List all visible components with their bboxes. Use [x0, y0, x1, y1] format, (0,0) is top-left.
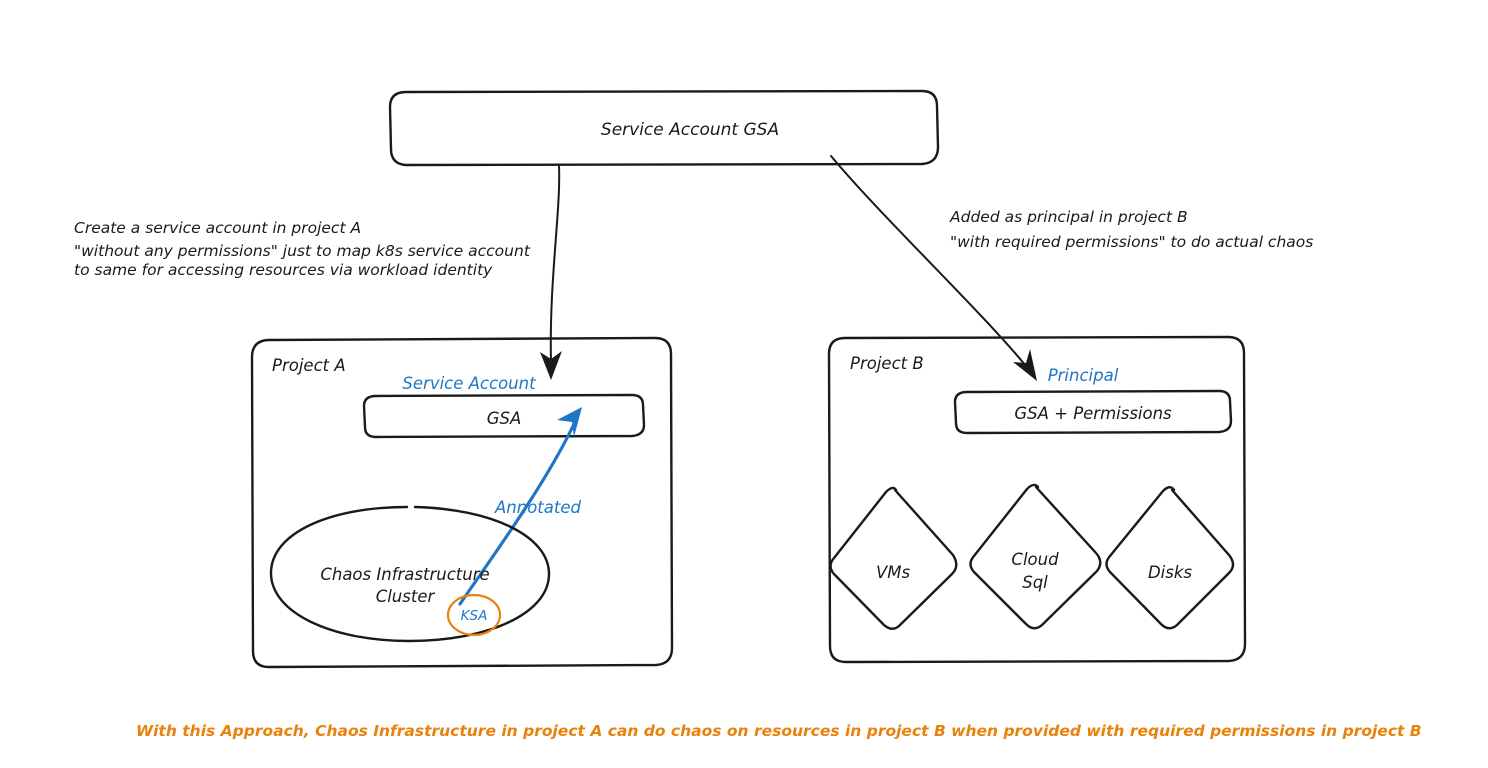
- left-note-line-3: to same for accessing resources via workload identity: [74, 261, 493, 279]
- resource-cloud-sql-label-line-2: Sql: [1022, 573, 1048, 592]
- left-note: [74, 219, 531, 279]
- right-note: [949, 208, 1313, 251]
- project-a-gsa-box-label: GSA: [486, 409, 522, 428]
- chaos-infrastructure-cluster: [271, 507, 549, 641]
- project-b-gsa-permissions-label: GSA + Permissions: [1014, 404, 1172, 423]
- cluster-label-line-1: Chaos Infrastructure: [320, 565, 490, 584]
- project-b-gsa-permissions-box: [955, 391, 1231, 433]
- arrow-gsa-to-project-b: [831, 156, 1037, 381]
- arrow-gsa-to-project-a: [540, 165, 562, 380]
- service-account-gsa-box: [390, 91, 938, 165]
- project-a-container: [252, 338, 672, 667]
- resource-disks: [1107, 487, 1234, 628]
- resource-vms: [831, 488, 957, 629]
- cluster-label-line-2: Cluster: [375, 587, 435, 606]
- project-a-service-account-label: Service Account: [402, 374, 536, 393]
- project-a-title: Project A: [272, 356, 346, 375]
- right-note-line-2: "with required permissions" to do actual chaos: [950, 233, 1314, 251]
- project-b-container: [829, 337, 1245, 662]
- project-b-title: Project B: [850, 354, 924, 373]
- diagram-caption: With this Approach, Chaos Infrastructure in project A can do chaos on resources in project B when provided with required permissions in project B: [136, 722, 1422, 740]
- left-note-line-1: Create a service account in project A: [74, 219, 362, 237]
- right-note-line-1: Added as principal in project B: [950, 208, 1188, 226]
- project-a-gsa-box: [364, 395, 644, 437]
- service-account-gsa-box-label: Service Account GSA: [600, 120, 780, 140]
- resource-disks-label: Disks: [1147, 563, 1193, 582]
- resource-vms-label: VMs: [875, 563, 911, 582]
- resource-cloud-sql: [971, 485, 1101, 628]
- ksa-node: [448, 595, 500, 635]
- annotated-label: Annotated: [495, 498, 581, 517]
- ksa-label: KSA: [460, 608, 488, 624]
- resource-cloud-sql-label-line-1: Cloud: [1011, 550, 1059, 569]
- project-b-principal-label: Principal: [1047, 366, 1119, 385]
- left-note-line-2: "without any permissions" just to map k8s service account: [74, 242, 530, 260]
